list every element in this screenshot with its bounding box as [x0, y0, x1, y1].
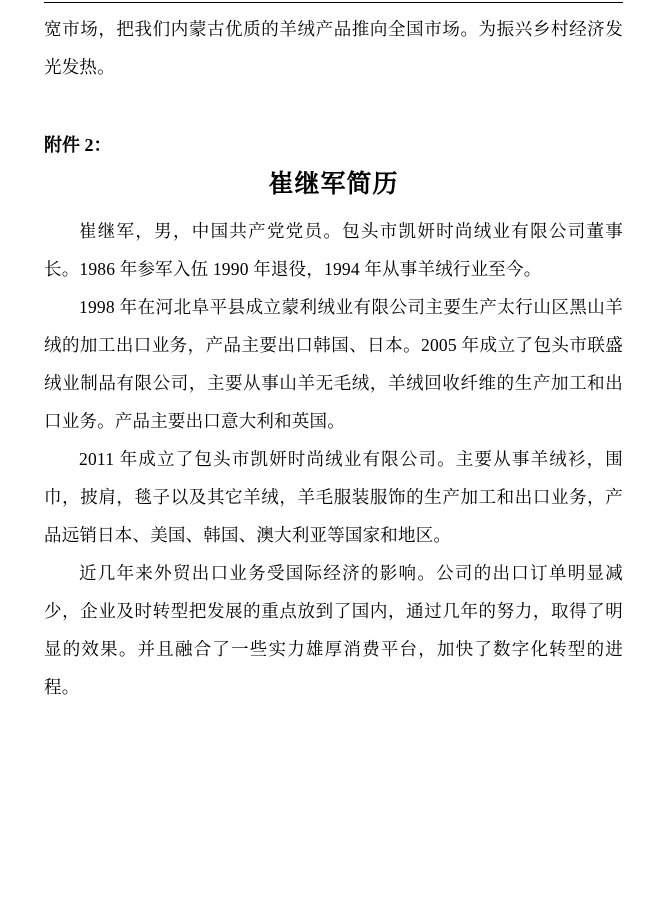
paragraph-4: 近几年来外贸出口业务受国际经济的影响。公司的出口订单明显减少，企业及时转型把发展的重点放到了国内，通过几年的努力，取得了明显的效果。并且融合了一些实力雄厚消费平台，加快了数字化转型的进程。 [44, 563, 623, 697]
paragraph-1: 崔继军，男，中国共产党党员。包头市凯妍时尚绒业有限公司董事长。1986 年参军入伍 1990 年退役，1994 年从事羊绒行业至今。 [44, 221, 623, 279]
paragraph-2: 1998 年在河北阜平县成立蒙利绒业有限公司主要生产太行山区黑山羊绒的加工出口业务，产品主要出口韩国、日本。2005 年成立了包头市联盛绒业制品有限公司，主要从事山羊无毛绒，羊绒回收纤维的生产加工和出口业务。产品主要出口意大利和英国。 [44, 297, 623, 431]
page-title: 崔继军简历 [268, 171, 399, 198]
paragraph-3: 2011 年成立了包头市凯妍时尚绒业有限公司。主要从事羊绒衫，围巾，披肩，毯子以及其它羊绒，羊毛服装服饰的生产加工和出口业务，产品远销日本、美国、韩国、澳大利亚等国家和地区。 [44, 449, 623, 545]
attachment-label: 附件 2： [44, 135, 112, 155]
continued-paragraph: 宽市场，把我们内蒙古优质的羊绒产品推向全国市场。为振兴乡村经济发光发热。 [44, 19, 623, 77]
paragraph-spacer [44, 86, 623, 126]
title-block [44, 164, 623, 206]
page-top-rule [44, 2, 623, 3]
